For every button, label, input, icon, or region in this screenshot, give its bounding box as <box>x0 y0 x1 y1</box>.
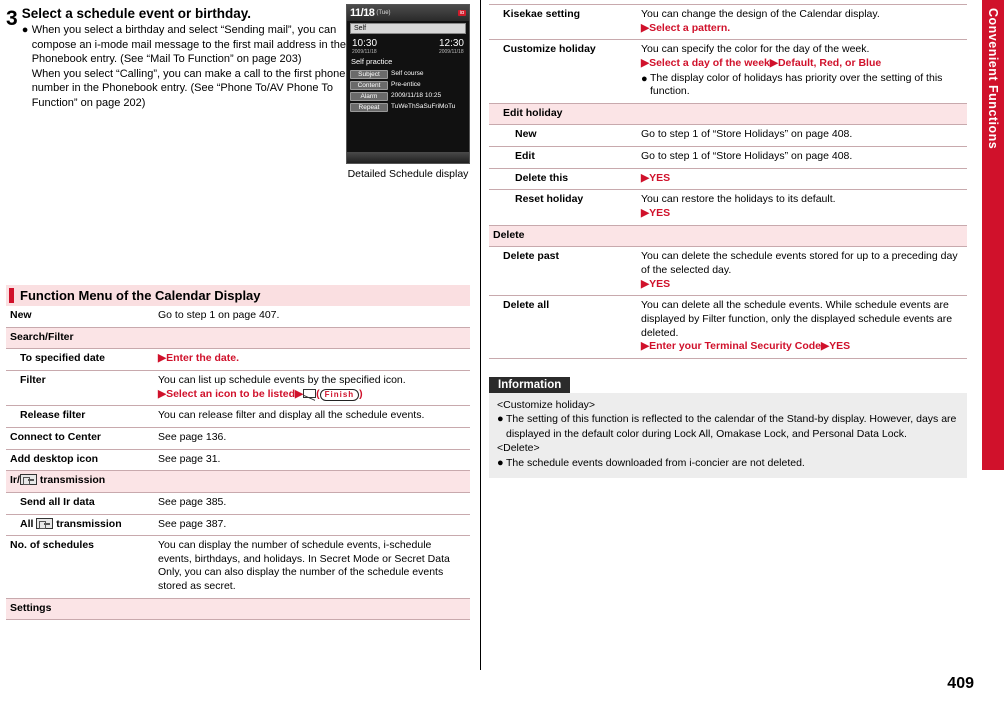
row-label: Kisekae setting <box>489 5 637 40</box>
row-desc-suffix: ( Finish ) <box>316 387 363 400</box>
row-desc-text: You can delete all the schedule events. While schedule events are displayed by Filter function, only the displayed schedule events are deleted. <box>641 299 953 339</box>
row-desc-text: You can restore the holidays to its default. <box>641 193 836 206</box>
bullet-dot-icon: ● <box>641 72 648 85</box>
bullet-dot-icon: ● <box>497 456 504 469</box>
row-desc-arrow: YES <box>649 171 671 184</box>
arrow-icon: ▶ <box>158 387 167 400</box>
right-column <box>489 0 967 701</box>
table-row <box>489 225 967 247</box>
arrow-icon: ▶ <box>641 277 650 290</box>
table-row <box>489 40 967 104</box>
row-desc: See page 387. <box>154 514 470 536</box>
chapter-side-tab <box>982 0 1004 470</box>
row-desc <box>637 296 967 359</box>
ic-transmission-icon <box>20 474 37 485</box>
phone-status-bar <box>347 5 469 21</box>
row-label: New <box>489 125 637 147</box>
information-heading: Information <box>489 377 570 393</box>
arrow-icon: ▶ <box>641 56 650 69</box>
information-bullet-1 <box>497 412 959 441</box>
phone-row-1-key: Subject <box>350 70 388 79</box>
table-row <box>489 296 967 359</box>
row-desc: See page 136. <box>154 427 470 449</box>
row-label: To specified date <box>6 349 154 371</box>
step-number: 3 <box>6 7 18 30</box>
table-row <box>6 449 470 471</box>
table-row <box>6 471 470 493</box>
table-row <box>6 406 470 428</box>
ic-transmission-icon <box>36 518 53 529</box>
phone-row-3 <box>350 92 466 101</box>
phone-time-right: 12:30 <box>438 38 464 49</box>
row-desc <box>637 190 967 225</box>
information-box <box>489 375 967 478</box>
table-row <box>6 306 470 327</box>
phone-softkey-bar <box>347 152 469 163</box>
information-bullet-2-text: The schedule events downloaded from i-concier are not deleted. <box>506 456 805 469</box>
row-label: Delete past <box>489 247 637 296</box>
table-row <box>6 514 470 536</box>
row-desc-arrow: Enter the date. <box>166 352 240 365</box>
arrow-icon: ▶ <box>158 352 167 365</box>
table-row <box>6 371 470 406</box>
row-label: Release filter <box>6 406 154 428</box>
information-subtitle-1: <Customize holiday> <box>497 398 596 411</box>
phone-time-right-sub: 2009/11/18 <box>438 49 464 55</box>
arrow-icon: ▶ <box>641 340 650 353</box>
table-row <box>6 327 470 349</box>
row-label: No. of schedules <box>6 536 154 599</box>
row-desc: You can release filter and display all the schedule events. <box>154 406 470 428</box>
table-row <box>489 247 967 296</box>
arrow-icon-2: ▶ <box>295 387 304 400</box>
step-bullet-text: When you select a birthday and select “Sending mail”, you can compose an i-mode mail message to the first mail address in the Phonebook entry. (See “Mail To Function” on page 203) <box>31 24 346 66</box>
table-row <box>6 598 470 620</box>
phone-row-2 <box>350 81 466 90</box>
phone-time-left: 10:30 <box>352 38 378 49</box>
arrow-icon: ▶ <box>641 21 650 34</box>
phone-row-3-value: 2009/11/18 10:25 <box>391 92 442 99</box>
row-desc: Go to step 1 of “Store Holidays” on page 408. <box>637 125 967 147</box>
detailed-schedule-screenshot <box>346 4 470 164</box>
screenshot-caption: Detailed Schedule display <box>347 168 469 180</box>
left-column <box>0 0 478 701</box>
row-label: Delete this <box>489 168 637 190</box>
row-desc: Go to step 1 on page 407. <box>154 306 470 327</box>
row-desc <box>637 247 967 296</box>
row-bullet <box>641 72 963 99</box>
information-bullet-2 <box>497 456 959 471</box>
row-label: New <box>6 306 154 327</box>
row-label: Filter <box>6 371 154 406</box>
row-desc-arrow: Select a pattern. <box>649 21 731 34</box>
row-label: Send all Ir data <box>6 492 154 514</box>
information-body <box>489 393 967 478</box>
row-desc-arrow: YES <box>649 277 671 290</box>
information-bullet-1-text: The setting of this function is reflected to the calendar of the Stand-by display. However, days are displayed in the default color during Lock All, Omakase Lock, and Personal Data Lock. <box>506 413 957 440</box>
information-subtitle-2: <Delete> <box>497 442 540 455</box>
row-desc-text: You can specify the color for the day of the week. <box>641 43 870 56</box>
phone-subject: Self practice <box>351 57 393 66</box>
bullet-dot-icon: ● <box>21 24 29 36</box>
row-desc-arrow: Select a day of the week▶Default, Red, or Blue <box>649 56 882 69</box>
row-label: Delete <box>489 225 967 247</box>
step-bullet <box>22 23 352 67</box>
function-menu-table-left <box>6 306 470 620</box>
phone-title-line: Self <box>350 23 466 34</box>
table-row <box>489 190 967 225</box>
row-desc-arrow: YES <box>649 207 671 220</box>
row-label: Connect to Center <box>6 427 154 449</box>
arrow-icon: ▶ <box>641 207 650 220</box>
row-desc <box>637 40 967 104</box>
table-row <box>6 536 470 599</box>
function-menu-table-right <box>489 4 967 359</box>
phone-row-2-value: Pre-entice <box>391 81 421 88</box>
bullet-dot-icon: ● <box>497 413 504 426</box>
table-row <box>489 103 967 125</box>
row-label: All transmission <box>6 514 154 536</box>
row-desc: See page 385. <box>154 492 470 514</box>
phone-date-sub: (Tue) <box>376 10 391 16</box>
row-desc: Go to step 1 of “Store Holidays” on page 408. <box>637 147 967 169</box>
phone-row-4-key: Repeat <box>350 103 388 112</box>
row-desc <box>637 168 967 190</box>
page-number: 409 <box>947 675 974 692</box>
phone-time-left-sub: 2009/11/18 <box>352 49 377 55</box>
row-desc <box>154 371 470 406</box>
row-label: Delete all <box>489 296 637 359</box>
arrow-icon: ▶ <box>641 171 650 184</box>
row-desc-text: You can change the design of the Calendar display. <box>641 8 880 20</box>
phone-row-4 <box>350 103 466 112</box>
phone-row-1 <box>350 70 466 79</box>
phone-badge: iα <box>459 10 464 16</box>
section-heading: Function Menu of the Calendar Display <box>6 285 470 306</box>
row-desc: See page 31. <box>154 449 470 471</box>
row-label: Search/Filter <box>6 327 470 349</box>
step-paragraph-2: When you select “Calling”, you can make a call to the first phone number in the Phonebook entry. (See “Phone To/AV Phone To Function” on page 202) <box>31 67 346 109</box>
table-row <box>489 125 967 147</box>
finish-key-icon: Finish <box>320 389 360 401</box>
row-label: Edit <box>489 147 637 169</box>
step-title: Select a schedule event or birthday. <box>21 6 252 21</box>
row-label: Edit holiday <box>489 103 967 125</box>
table-row <box>6 492 470 514</box>
phone-row-4-value: TuWeThSaSuFriMoTu <box>391 103 456 110</box>
row-desc-text: You can delete the schedule events stored for up to a preceding day of the selected day. <box>641 250 958 276</box>
table-row <box>489 5 967 40</box>
mail-key-icon <box>303 389 316 398</box>
row-label: Reset holiday <box>489 190 637 225</box>
chapter-side-tab-label: Convenient Functions <box>986 8 1000 150</box>
table-row <box>489 168 967 190</box>
row-desc <box>154 349 470 371</box>
row-label: Settings <box>6 598 470 620</box>
row-desc <box>637 5 967 40</box>
row-desc-text: You can list up schedule events by the specified icon. <box>158 374 406 387</box>
row-label: Ir/ transmission <box>6 471 470 493</box>
row-desc-arrow: Enter your Terminal Security Code▶YES <box>649 340 851 353</box>
row-desc-arrow: Select an icon to be listed <box>166 387 296 400</box>
row-label: Customize holiday <box>489 40 637 104</box>
column-divider <box>480 0 481 670</box>
phone-row-3-key: Alarm <box>350 92 388 101</box>
row-bullet-text: The display color of holidays has priority over the setting of this function. <box>650 71 943 98</box>
phone-row-2-key: Content <box>350 81 388 90</box>
row-desc: You can display the number of schedule events, i-schedule events, birthdays, and holidays. In Secret Mode or Secret Data Only, you can also display the number of the schedule events stored as secret. <box>154 536 470 599</box>
phone-date: 11/18 <box>350 7 375 19</box>
phone-time-row <box>347 36 469 55</box>
phone-row-1-value: Self course <box>391 70 424 77</box>
table-row <box>6 427 470 449</box>
row-label: Add desktop icon <box>6 449 154 471</box>
table-row <box>489 147 967 169</box>
chapter-side-mark <box>982 448 1004 460</box>
table-row <box>6 349 470 371</box>
